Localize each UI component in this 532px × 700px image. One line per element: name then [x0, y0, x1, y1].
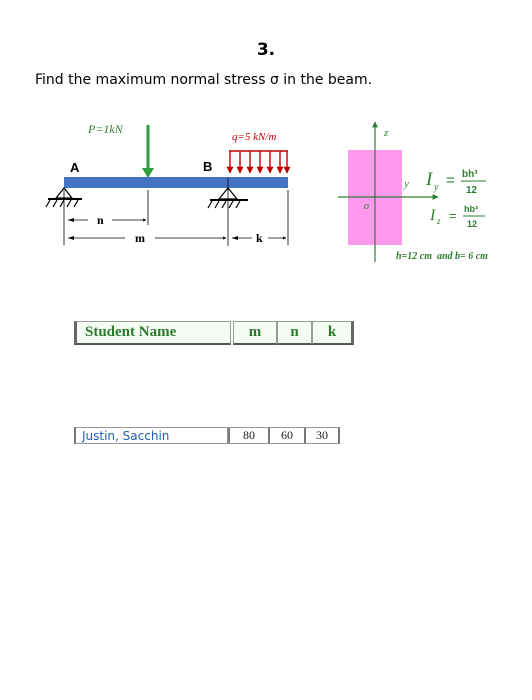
- k-value-cell: 30: [304, 427, 340, 444]
- svg-text:bh³: bh³: [462, 169, 478, 180]
- y-axis-label: y: [404, 178, 409, 190]
- n-value-cell: 60: [268, 427, 304, 444]
- iy-formula: [425, 169, 486, 196]
- header-k: k: [312, 321, 354, 345]
- dim-n-left-arrow: [68, 218, 74, 222]
- svg-text:=: =: [446, 172, 455, 189]
- beam: [64, 177, 288, 188]
- svg-text:=: =: [449, 208, 457, 223]
- support-a-label: A: [70, 160, 80, 175]
- dimensions-note: h=12 cm and b= 6 cm: [396, 251, 488, 262]
- dim-n-label: n: [97, 213, 104, 227]
- problem-statement: Find the maximum normal stress σ in the beam.: [35, 72, 373, 88]
- dim-k-label: k: [256, 231, 263, 245]
- header-n: n: [277, 321, 312, 345]
- table-header-row: [74, 321, 354, 345]
- svg-text:12: 12: [467, 219, 478, 229]
- origin-label: o: [364, 201, 369, 212]
- point-load-arrowhead: [142, 168, 154, 178]
- svg-text:I: I: [426, 169, 433, 190]
- svg-text:12: 12: [466, 185, 478, 196]
- header-m: m: [233, 321, 277, 345]
- m-value-cell: 80: [228, 427, 268, 444]
- support-b-label: B: [203, 159, 213, 174]
- beam-figure: [0, 110, 532, 280]
- svg-text:I: I: [430, 207, 436, 224]
- distributed-load-arrows: [229, 151, 288, 173]
- z-axis-label: z: [384, 127, 389, 139]
- student-name-cell: Justin, Sacchin: [74, 427, 228, 444]
- table-row: [74, 427, 340, 444]
- dim-k-left-arrow: [232, 236, 238, 240]
- svg-text:z: z: [437, 216, 441, 226]
- point-load-label: P=1kN: [88, 122, 123, 136]
- header-student-name: Student Name: [74, 321, 231, 345]
- svg-text:hb³: hb³: [464, 204, 478, 214]
- svg-text:y: y: [434, 182, 439, 193]
- dim-m-label: m: [135, 231, 145, 245]
- iz-formula: [429, 204, 485, 229]
- distributed-load-label: q=5 kN/m: [232, 131, 277, 143]
- dim-m-left-arrow: [68, 236, 74, 240]
- problem-number: 3.: [256, 40, 276, 60]
